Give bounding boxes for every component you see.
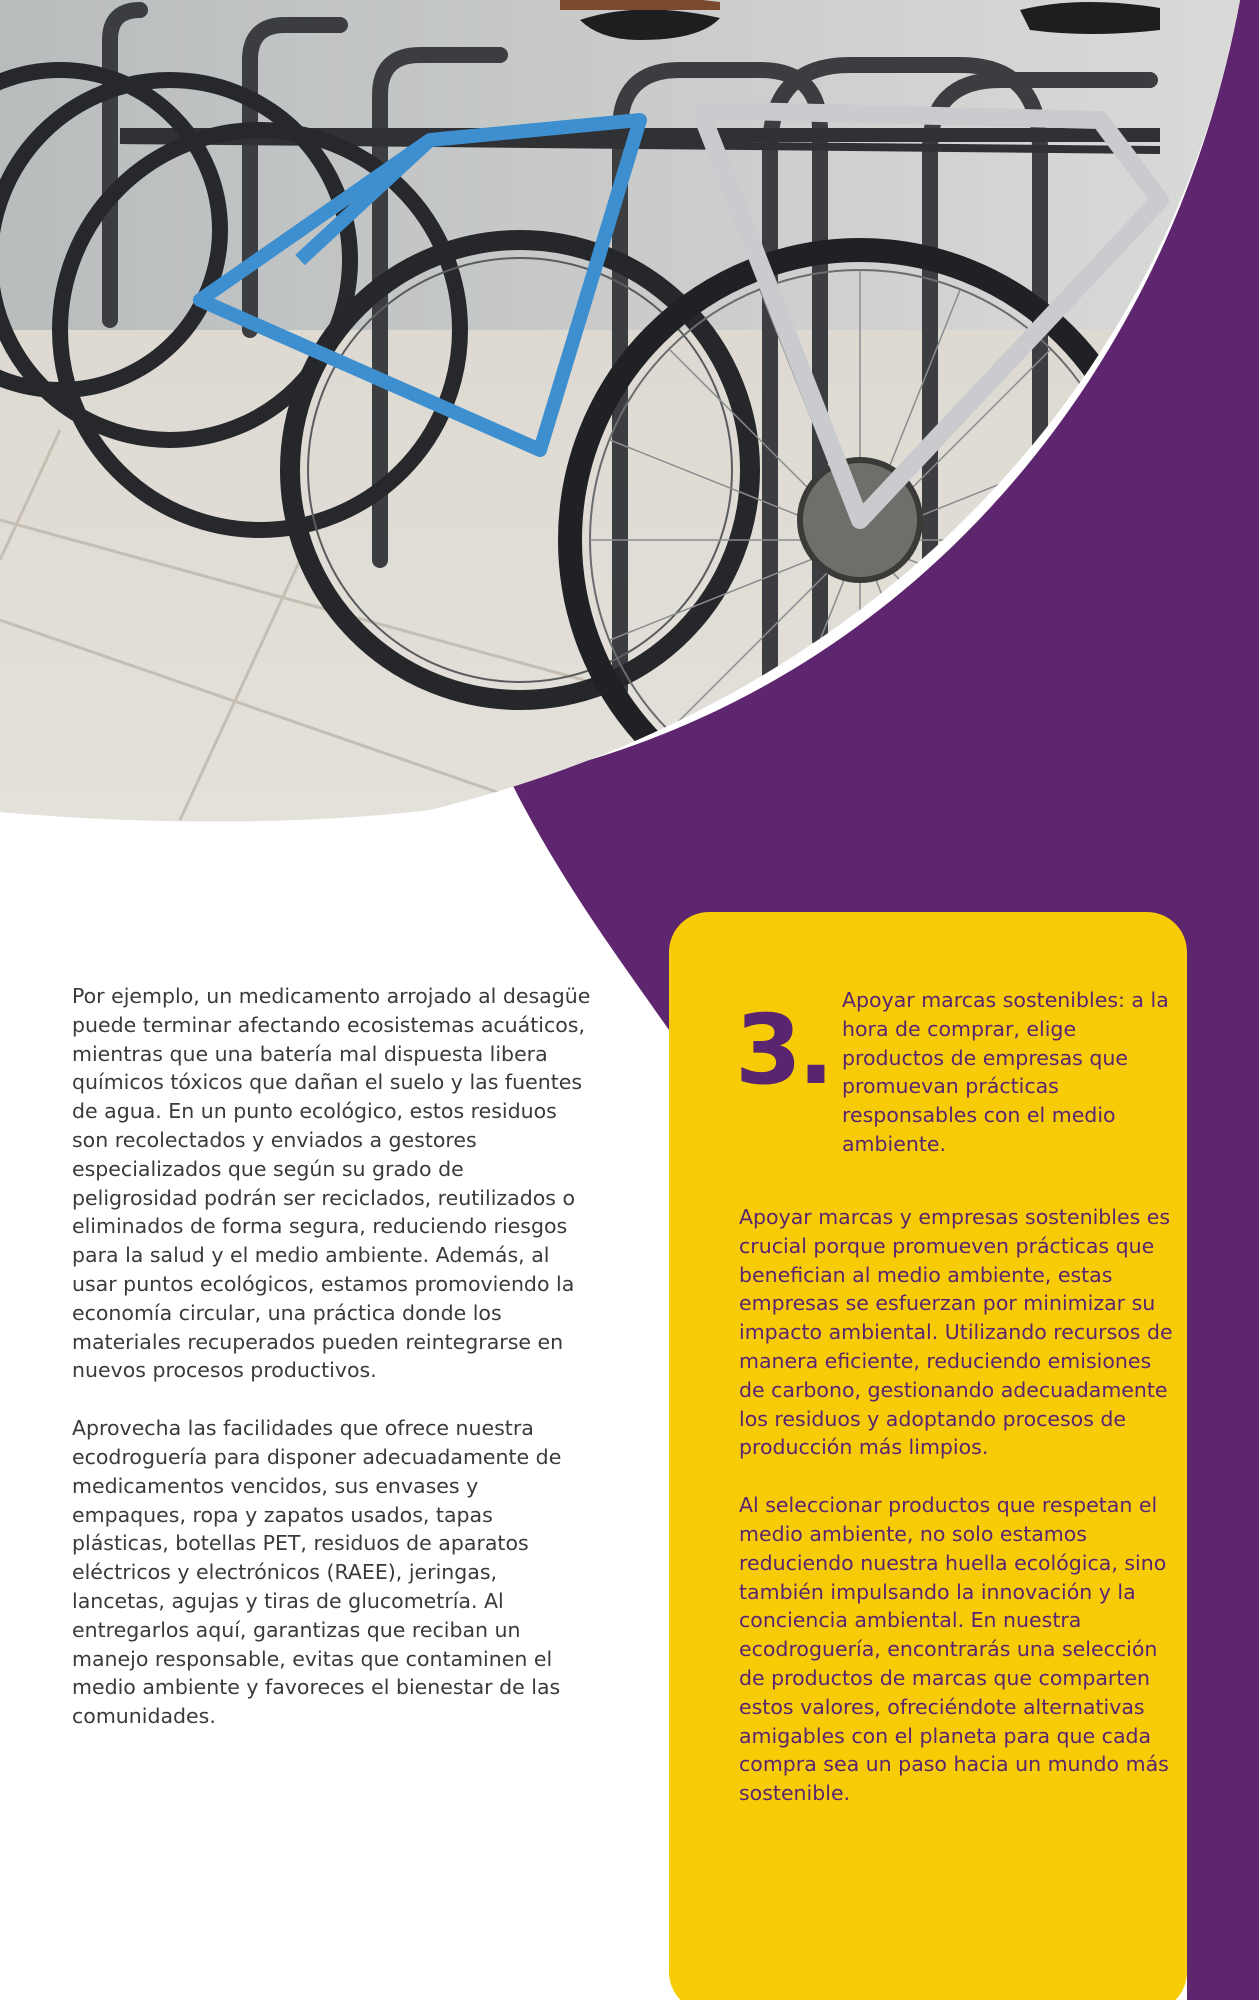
card-paragraph-1: Apoyar marcas y empresas sostenibles es crucial porque promueven prácticas que benefician al medio ambiente, estas empresas se esfuerzan por minimizar su impacto ambiental. Utilizando recursos de manera eficiente, reduciendo emisiones de carbono, gestionando adecuadamente los residuos y adoptando procesos de producción más limpios. [739, 1205, 1173, 1460]
step-title: Apoyar marcas sostenibles: a la hora de comprar, elige productos de empresas que promuevan prácticas responsables con el medio ambiente. [842, 988, 1169, 1156]
step-number: 3. [735, 994, 831, 1106]
left-paragraph-1: Por ejemplo, un medicamento arrojado al desagüe puede terminar afectando ecosistemas acuáticos, mientras que una batería mal dispuesta libera químicos tóxicos que dañan el suelo y las fuentes de agua. En un punto ecológico, estos residuos son recolectados y enviados a gestores especializados que según su grado de peligrosidad podrán ser reciclados, reutilizados o eliminados de forma segura, reduciendo riesgos para la salud y el medio ambiente. Además, al usar puntos ecológicos, estamos promoviendo la economía circular, una práctica donde los materiales recuperados pueden reintegrarse en nuevos procesos productivos. [72, 984, 591, 1383]
card-paragraph-2: Al seleccionar productos que respetan el medio ambiente, no solo estamos reduciendo nuestra huella ecológica, sino también impulsando la innovación y la conciencia ambiental. En nuestra ecodroguería, encontrarás una selección de productos de marcas que comparten estos valores, ofreciéndote alternativas amigables con el planeta para que cada compra sea un paso hacia un mundo más sostenible. [739, 1493, 1169, 1806]
card-body [739, 1203, 1179, 1837]
left-paragraph-2: Aprovecha las facilidades que ofrece nuestra ecodroguería para disponer adecuadamente de medicamentos vencidos, sus envases y empaques, ropa y zapatos usados, tapas plásticas, botellas PET, residuos de aparatos eléctricos y electrónicos (RAEE), jeringas, lancetas, agujas y tiras de glucometría. Al entregarlos aquí, garantizas que reciban un manejo responsable, evitas que contaminen el medio ambiente y favoreces el bienestar de las comunidades. [72, 1416, 562, 1729]
left-column [72, 982, 592, 1760]
